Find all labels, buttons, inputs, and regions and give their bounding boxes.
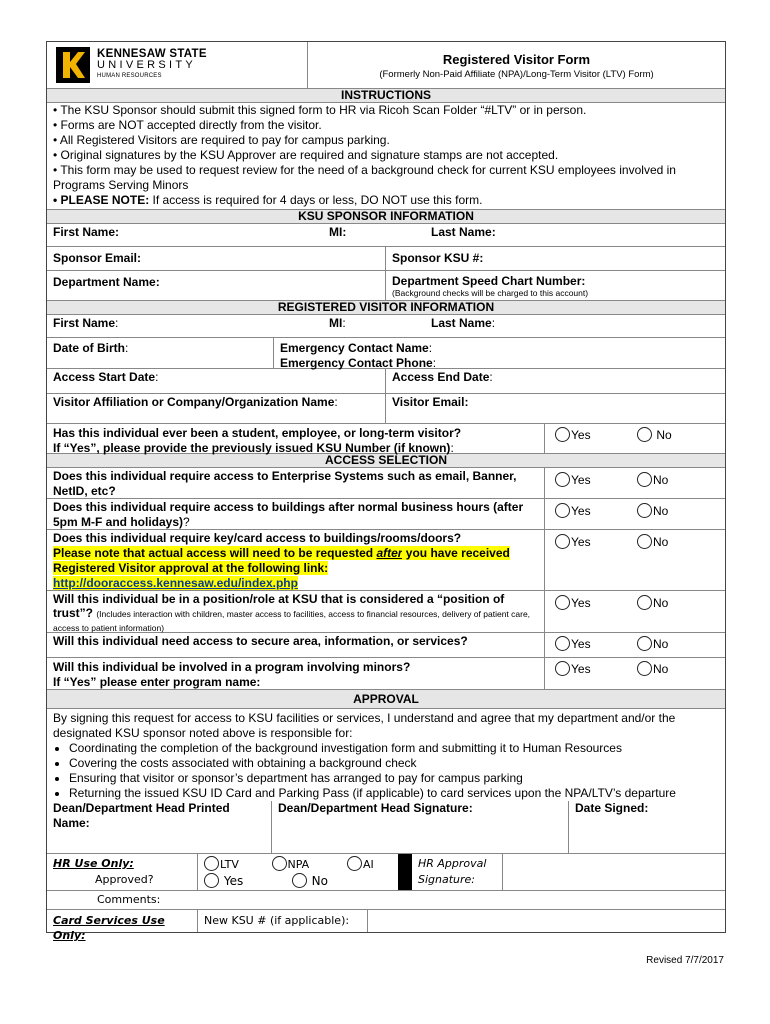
- instruction-item: • Original signatures by the KSU Approver are required and signature stamps are not accepted.: [53, 148, 559, 162]
- speed-chart-note: (Background checks will be charged to this account): [392, 288, 589, 298]
- instruction-note: [53, 193, 719, 208]
- prior-affiliation-row: [47, 423, 725, 453]
- visitor-last-name-label: Last Name: [431, 316, 492, 330]
- yes-label: Yes: [571, 662, 591, 676]
- affiliation-row: [47, 393, 725, 423]
- no-label: No: [653, 535, 669, 549]
- revised-date: Revised 7/7/2017: [646, 955, 724, 966]
- q2-text: Does this individual require access to buildings after normal business hours (after 5pm M-F and holidays): [53, 500, 524, 529]
- approved-no-option[interactable]: [292, 874, 328, 888]
- logo-university: UNIVERSITY: [97, 58, 197, 71]
- q5-yes-option[interactable]: [555, 636, 637, 656]
- colon: :: [428, 341, 433, 355]
- approval-item: • Coordinating the completion of the background investigation form and submitting it to Human Resources: [69, 741, 719, 756]
- no-label: No: [311, 874, 328, 888]
- colon: :: [125, 341, 129, 355]
- access-q6-row: [47, 657, 725, 689]
- visitor-mi-field[interactable]: [323, 315, 425, 337]
- sponsor-email-row: [47, 246, 725, 270]
- ai-label: AI: [363, 858, 374, 871]
- prior-question-text-2: If “Yes”, please provide the previously issued KSU Number (if known): [53, 441, 451, 455]
- access-q5: Will this individual need access to secure area, information, or services?: [53, 634, 468, 648]
- yes-label: Yes: [571, 637, 591, 651]
- q4-yes-option[interactable]: [555, 595, 637, 631]
- logo-department: HUMAN RESOURCES: [97, 72, 162, 79]
- access-q3-row: [47, 529, 725, 590]
- no-label: No: [653, 473, 669, 487]
- yes-label: Yes: [571, 473, 591, 487]
- radio-icon: [272, 856, 287, 871]
- q5-yes-no: [544, 633, 725, 657]
- npa-label: NPA: [287, 858, 310, 871]
- instruction-item: • All Registered Visitors are required to pay for campus parking.: [53, 133, 390, 147]
- door-access-link[interactable]: http://dooraccess.kennesaw.edu/index.php: [53, 576, 298, 590]
- hr-use-row: [47, 853, 725, 890]
- form-subtitle: (Formerly Non-Paid Affiliate (NPA)/Long-Term Visitor (LTV) Form): [379, 69, 654, 80]
- ksu-logo-icon: [55, 46, 91, 84]
- approval-item: • Ensuring that visitor or sponsor’s department has arranged to pay for campus parking: [69, 771, 719, 786]
- hr-approval-label: [412, 854, 502, 890]
- hr-divider-bar: [398, 854, 412, 890]
- no-label: No: [653, 504, 669, 518]
- sponsor-mi-field[interactable]: MI:: [329, 225, 347, 239]
- radio-icon: [292, 873, 307, 888]
- q3-no-option[interactable]: [637, 534, 719, 589]
- radio-icon: [637, 636, 652, 651]
- radio-icon: [637, 534, 652, 549]
- visitor-last-name-field[interactable]: [425, 315, 725, 337]
- q4-no-option[interactable]: [637, 595, 719, 631]
- radio-icon: [555, 503, 570, 518]
- visitor-mi-label: MI: [329, 316, 343, 330]
- card-services-text: Card Services Use Only:: [53, 914, 165, 942]
- approval-item: • Returning the issued KSU ID Card and Parking Pass (if applicable) to card services upon the NPA/LTV’s departure: [69, 786, 719, 801]
- q4-text: Will this individual be in a position/role at KSU that is considered a “position of trust”?: [53, 592, 505, 620]
- logo-name: KENNESAW STATE: [97, 47, 207, 60]
- colon: :: [450, 441, 454, 455]
- approval-item: • Covering the costs associated with obtaining a background check: [69, 756, 719, 771]
- colon: :: [491, 316, 496, 330]
- radio-icon: [637, 472, 652, 487]
- radio-icon: [637, 503, 652, 518]
- sponsor-last-name-field[interactable]: Last Name:: [431, 225, 496, 239]
- access-q6: [47, 658, 544, 689]
- instruction-item: • This form may be used to request review for the need of a background check for current KSU employees involved in Programs Serving Minors: [53, 163, 676, 192]
- ec-phone-label: Emergency Contact Phone: [280, 356, 433, 370]
- yes-label: Yes: [571, 535, 591, 549]
- prior-no-option[interactable]: [637, 427, 719, 452]
- visitor-first-name-label: First Name: [53, 316, 116, 330]
- hr-signature-field[interactable]: [502, 854, 725, 890]
- q5-no-option[interactable]: [637, 636, 719, 656]
- no-label: No: [653, 596, 669, 610]
- visitor-heading: REGISTERED VISITOR INFORMATION: [47, 300, 725, 314]
- new-ksu-field[interactable]: [367, 910, 725, 932]
- prior-question: [47, 424, 544, 453]
- q2-no-option[interactable]: [637, 503, 719, 528]
- visitor-email-field[interactable]: Visitor Email:: [385, 394, 725, 423]
- radio-icon: [555, 534, 570, 549]
- ai-option[interactable]: [347, 858, 374, 871]
- sponsor-first-name-field[interactable]: First Name:: [53, 225, 120, 239]
- prior-yes-no: [544, 424, 725, 453]
- hr-options: [197, 854, 397, 890]
- sponsor-dept-row: [47, 270, 725, 300]
- radio-icon: [555, 472, 570, 487]
- radio-icon: [555, 661, 570, 676]
- approval-signature-row: [47, 801, 725, 853]
- dob-field[interactable]: [47, 338, 273, 368]
- form-header: [47, 42, 725, 88]
- ksu-logo: [47, 42, 307, 88]
- note-text: If access is required for 4 days or less, DO NOT use this form.: [149, 193, 483, 207]
- access-end-field[interactable]: [385, 369, 725, 393]
- dob-label: Date of Birth: [53, 341, 125, 355]
- instruction-item: • The KSU Sponsor should submit this signed form to HR via Ricoh Scan Folder “#LTV” or in person.: [53, 103, 587, 117]
- q3-note: Please note that actual access will need to be requested: [53, 546, 377, 560]
- department-name-field[interactable]: Department Name:: [53, 275, 160, 289]
- sponsor-ksu-number-field[interactable]: Sponsor KSU #:: [385, 247, 725, 270]
- colon: :: [115, 316, 119, 330]
- dean-signature-field[interactable]: Dean/Department Head Signature:: [271, 801, 568, 853]
- ec-name-label: Emergency Contact Name: [280, 341, 429, 355]
- dean-printed-name-field[interactable]: Dean/Department Head Printed Name:: [53, 801, 230, 830]
- q3-note-2: you have received Registered Visitor approval at the following link:: [53, 546, 510, 575]
- approval-heading: APPROVAL: [47, 689, 725, 708]
- npa-option[interactable]: [272, 856, 344, 873]
- access-start-field[interactable]: [47, 369, 385, 393]
- access-q2-row: [47, 498, 725, 529]
- q1-yes-no: [544, 468, 725, 498]
- q3-note-after: after: [376, 546, 403, 560]
- radio-icon: [637, 427, 652, 442]
- colon: :: [342, 316, 346, 330]
- note-label: • PLEASE NOTE:: [53, 193, 150, 207]
- radio-icon: [204, 856, 219, 871]
- instructions-heading: INSTRUCTIONS: [47, 88, 725, 102]
- comments-row: [47, 890, 725, 909]
- q4-note: (Includes interaction with children, master access to facilities, access to financial resources, delivery of patient care, access to patient information): [53, 609, 531, 633]
- approval-body: [47, 708, 725, 801]
- yes-label: Yes: [571, 428, 591, 442]
- visitor-name-row: [47, 314, 725, 337]
- access-q4-row: [47, 590, 725, 632]
- no-label: No: [653, 637, 669, 651]
- approved-yes-option[interactable]: [204, 873, 288, 889]
- form-title-block: [307, 42, 725, 88]
- sponsor-heading: KSU SPONSOR INFORMATION: [47, 209, 725, 223]
- prior-yes-option[interactable]: [555, 427, 637, 452]
- q3-yes-no: [544, 530, 725, 590]
- q6-yes-no: [544, 658, 725, 689]
- colon: :: [155, 370, 159, 384]
- q1-yes-option[interactable]: [555, 472, 637, 497]
- yes-label: Yes: [571, 596, 591, 610]
- comments-label: Comments:: [97, 893, 161, 906]
- card-services-label: [47, 910, 197, 942]
- access-q4: [47, 591, 544, 632]
- q6-text: Will this individual be involved in a program involving minors?: [53, 660, 411, 674]
- affil-label: Visitor Affiliation or Company/Organization Name: [53, 395, 335, 409]
- card-services-row: [47, 909, 725, 942]
- access-q5-row: [47, 632, 725, 657]
- approved-label: Approved?: [95, 873, 154, 886]
- no-label: No: [653, 662, 669, 676]
- access-q1-row: [47, 467, 725, 498]
- comments-field[interactable]: [197, 891, 725, 909]
- yes-label: Yes: [571, 504, 591, 518]
- q3-text: Does this individual require key/card access to buildings/rooms/doors?: [53, 531, 462, 545]
- access-q2: [47, 499, 544, 529]
- sponsor-name-row: [47, 223, 725, 246]
- colon: :: [489, 370, 493, 384]
- speed-chart-field[interactable]: [385, 271, 725, 300]
- sponsor-email-field[interactable]: Sponsor Email:: [53, 251, 142, 265]
- ltv-label: LTV: [220, 858, 239, 871]
- registered-visitor-form: [46, 41, 726, 942]
- new-ksu-label: New KSU # (if applicable):: [197, 910, 367, 932]
- affiliation-field[interactable]: [47, 394, 385, 423]
- radio-icon: [637, 661, 652, 676]
- start-label: Access Start Date: [53, 370, 156, 384]
- colon: :: [334, 395, 338, 409]
- hr-signature-text: Signature:: [418, 873, 476, 886]
- yes-label: Yes: [223, 874, 244, 888]
- no-label: No: [656, 428, 672, 442]
- approval-intro: By signing this request for access to KSU facilities or services, I understand and agree that my department and/or the designated KSU sponsor noted above is responsible for:: [53, 711, 676, 740]
- hr-approval-text: HR Approval: [418, 857, 487, 870]
- ltv-option[interactable]: [204, 856, 268, 873]
- access-q3: [47, 530, 544, 590]
- colon: :: [432, 356, 437, 370]
- q3-yes-option[interactable]: [555, 534, 637, 589]
- instructions-body: [47, 102, 725, 209]
- hr-use-labels: [47, 854, 197, 890]
- prior-question-text: Has this individual ever been a student, employee, or long-term visitor?: [53, 426, 462, 440]
- q6-no-option[interactable]: [637, 661, 719, 688]
- radio-icon: [204, 873, 219, 888]
- radio-icon: [555, 595, 570, 610]
- date-signed-field[interactable]: Date Signed:: [568, 801, 725, 853]
- q2-yes-no: [544, 499, 725, 529]
- radio-icon: [555, 636, 570, 651]
- access-heading: ACCESS SELECTION: [47, 453, 725, 467]
- radio-icon: [637, 595, 652, 610]
- speed-chart-label: Department Speed Chart Number:: [392, 274, 586, 288]
- emergency-contact-field[interactable]: [273, 338, 725, 368]
- q2-yes-option[interactable]: [555, 503, 637, 528]
- visitor-first-name-field[interactable]: [47, 315, 323, 337]
- instruction-item: • Forms are NOT accepted directly from the visitor.: [53, 118, 322, 132]
- access-dates-row: [47, 368, 725, 393]
- radio-icon: [555, 427, 570, 442]
- q6-yes-option[interactable]: [555, 661, 637, 688]
- visitor-dob-row: [47, 337, 725, 368]
- end-label: Access End Date: [392, 370, 490, 384]
- hr-use-label: HR Use Only:: [53, 857, 134, 870]
- form-title: Registered Visitor Form: [442, 52, 591, 67]
- q6-program-name[interactable]: If “Yes” please enter program name:: [53, 675, 261, 689]
- q1-no-option[interactable]: [637, 472, 719, 497]
- radio-icon: [347, 856, 362, 871]
- q2-punct: ?: [183, 515, 190, 529]
- access-q1: Does this individual require access to Enterprise Systems such as email, Banner, NetID, etc?: [53, 469, 517, 498]
- q4-yes-no: [544, 591, 725, 632]
